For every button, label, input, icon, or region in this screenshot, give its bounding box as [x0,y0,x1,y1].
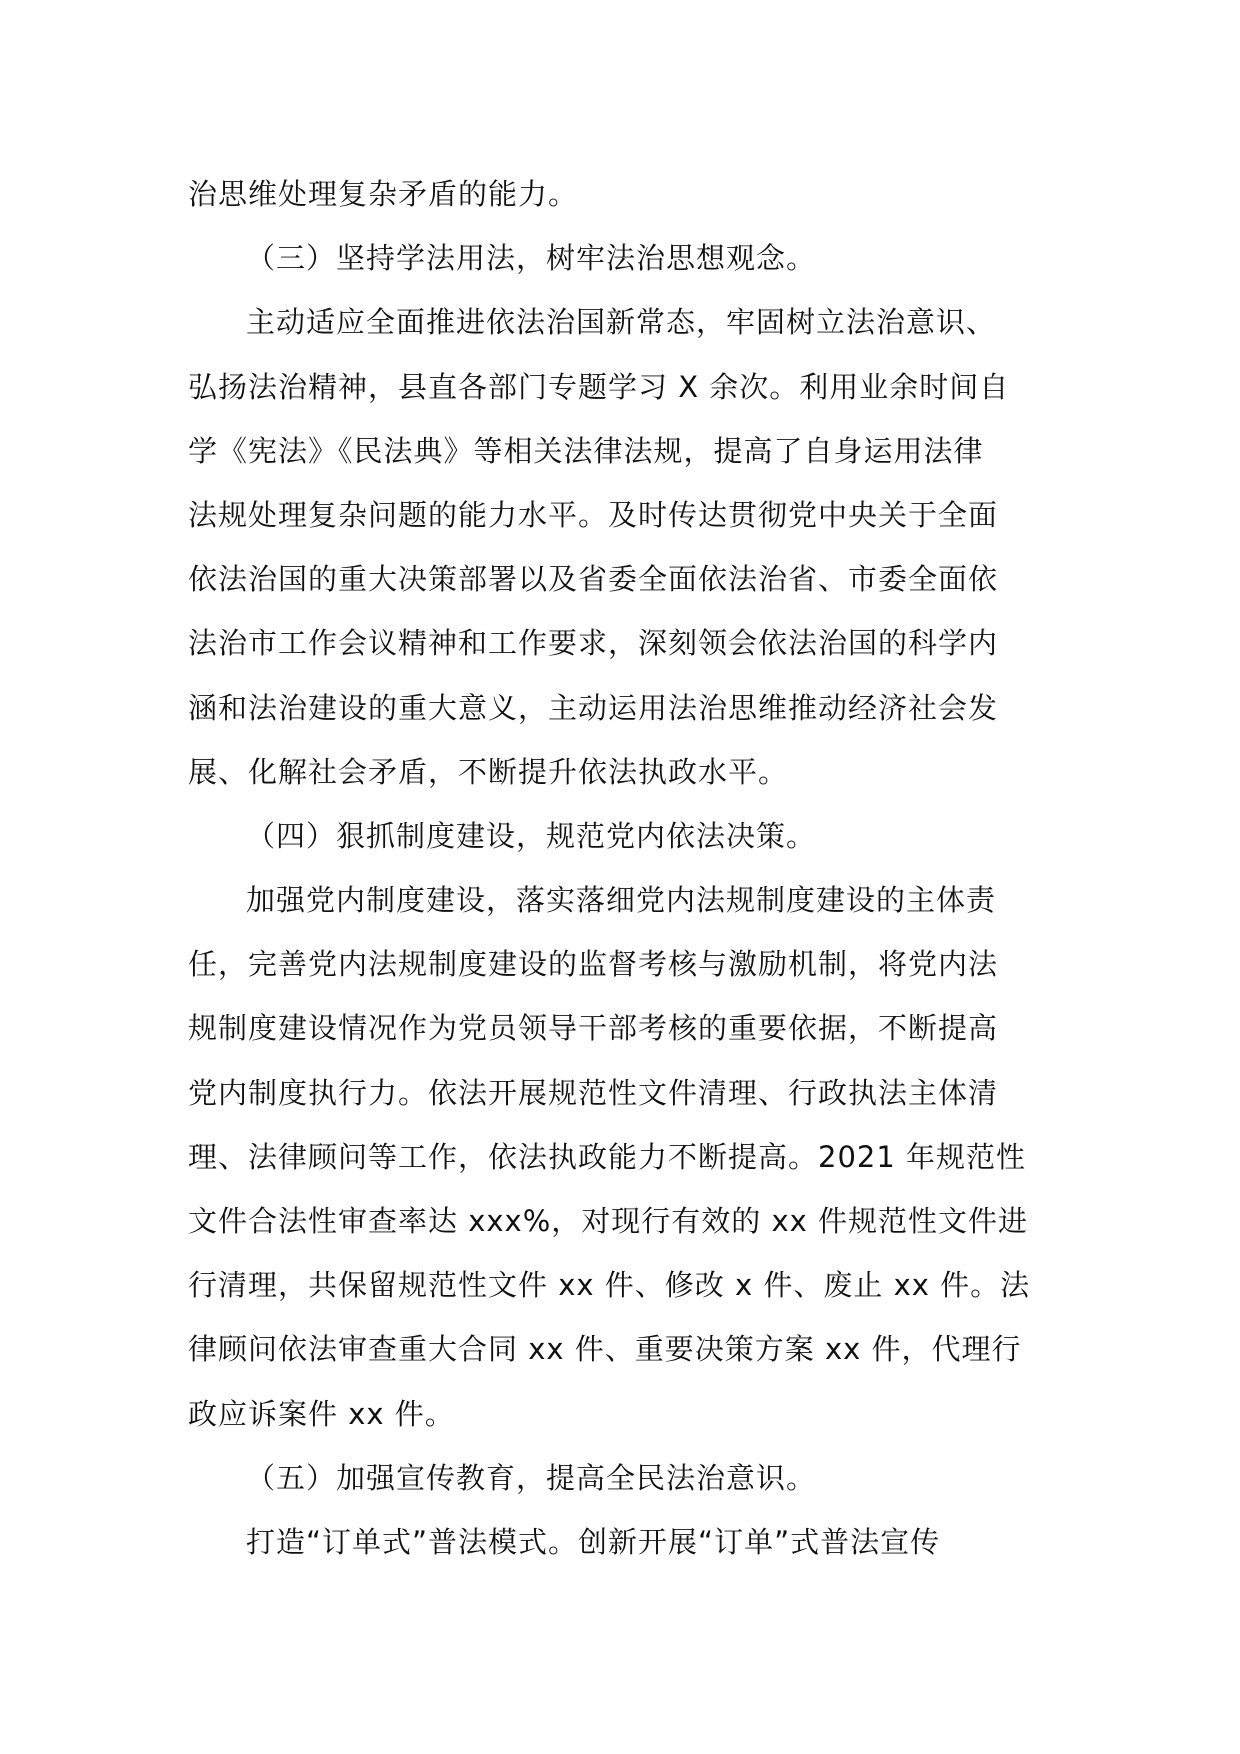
text-line: 学《宪法》《民法典》等相关法律法规，提高了自身运用法律 [188,433,984,468]
text-line: 党内制度执行力。依法开展规范性文件清理、行政执法主体清 [188,1075,999,1110]
paragraph-start-line: （四）狠抓制度建设，规范党内依法决策。 [246,818,817,853]
paragraph-start-line: （五）加强宣传教育，提高全民法治意识。 [246,1460,817,1495]
text-line: 涵和法治建设的重大意义，主动运用法治思维推动经济社会发 [188,690,999,725]
text-line: 政应诉案件 xx 件。 [188,1396,455,1431]
text-line: 法规处理复杂问题的能力水平。及时传达贯彻党中央关于全面 [188,497,999,532]
document-body [188,162,1058,1574]
text-line: 任，完善党内法规制度建设的监督考核与激励机制，将党内法 [188,947,999,982]
text-line: 律顾问依法审查重大合同 xx 件、重要决策方案 xx 件，代理行 [188,1332,1022,1367]
text-line: 理、法律顾问等工作，依法执政能力不断提高。2021 年规范性 [188,1139,1027,1174]
text-line: 弘扬法治精神，县直各部门专题学习 X 余次。利用业余时间自 [188,369,1010,404]
paragraph-start-line: 加强党内制度建设，落实落细党内法规制度建设的主体责 [246,883,997,918]
text-line: 规制度建设情况作为党员领导干部考核的重要依据，不断提高 [188,1011,999,1046]
text-line: 行清理，共保留规范性文件 xx 件、修改 x 件、废止 xx 件。法 [188,1268,1031,1303]
text-line: 文件合法性审查率达 xxx%，对现行有效的 xx 件规范性文件进 [188,1204,1029,1238]
text-line: 依法治国的重大决策部署以及省委全面依法治省、市委全面依 [188,562,999,597]
paragraph-start-line: 打造“订单式”普法模式。创新开展“订单”式普法宣传 [246,1524,941,1559]
text-line: 展、化解社会矛盾，不断提升依法执政水平。 [188,754,789,789]
paragraph-start-line: 主动适应全面推进依法治国新常态，牢固树立法治意识、 [246,305,997,340]
text-line: 治思维处理复杂矛盾的能力。 [188,177,579,211]
paragraph-start-line: （三）坚持学法用法，树牢法治思想观念。 [246,241,817,276]
text-line: 法治市工作会议精神和工作要求，深刻领会依法治国的科学内 [188,626,999,661]
